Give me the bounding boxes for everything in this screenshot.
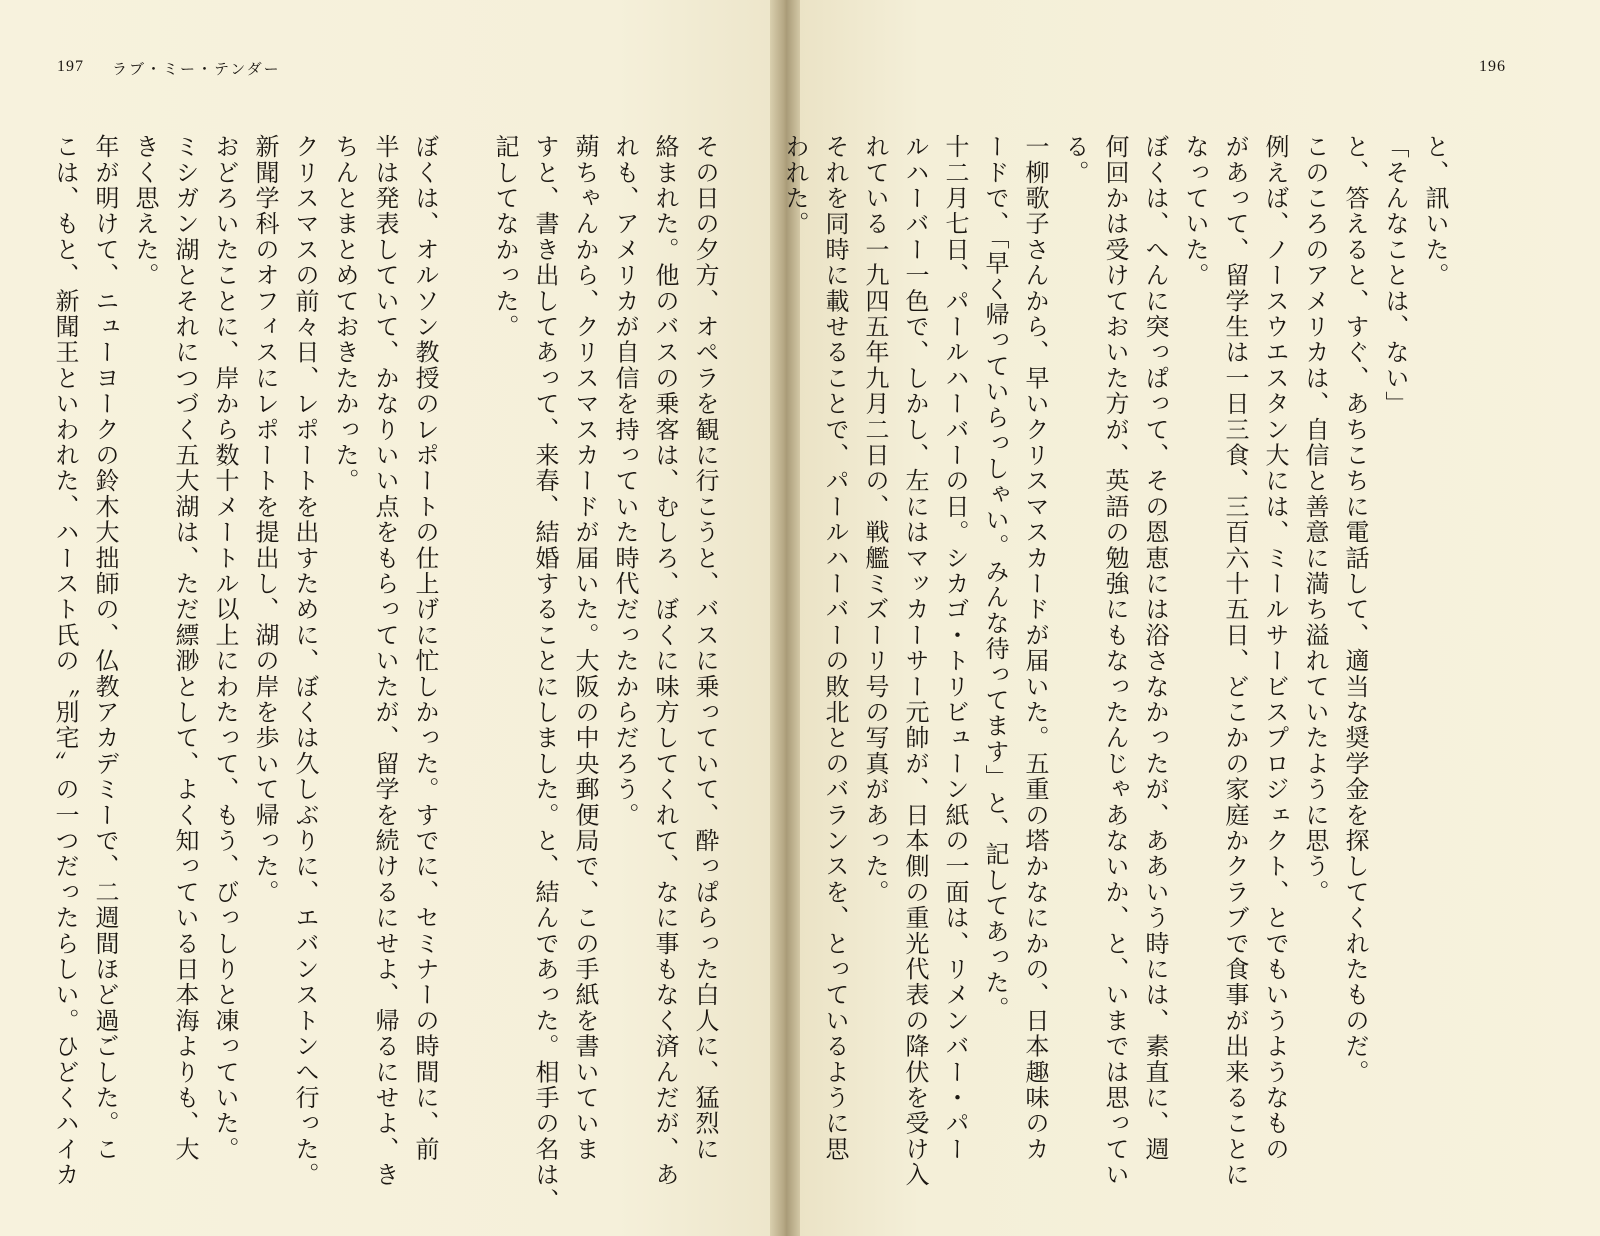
left-page [0,0,770,1236]
text-line: クリスマスの前々日、レポートを出すために、ぼくは久しぶりに、エバンストンへ行った。 [291,134,319,1188]
text-line: る。 [1061,134,1089,186]
text-line: 「そんなことは、ない」 [1381,134,1409,417]
right-page-number: 196 [1479,58,1506,75]
text-line: れている一九四五年九月二日の、戦艦ミズーリ号の写真があった。 [861,134,889,905]
text-line: 新聞学科のオフィスにレポートを提出し、湖の岸を歩いて帰った。 [251,134,279,905]
text-line: なっていた。 [1181,134,1209,289]
text-line: ミシガン湖とそれにつづく五大湖は、ただ縹渺として、よく知っている日本海よりも、大 [171,134,199,1162]
text-line: れも、アメリカが自信を持っていた時代だったからだろう。 [611,134,639,828]
text-line: 蒴ちゃんから、クリスマスカードが届いた。大阪の中央郵便局で、この手紙を書いていま [571,134,599,1162]
right-page-body [781,134,1455,1188]
text-line: と、答えると、すぐ、あちこちに電話して、適当な奨学金を探してくれたものだ。 [1341,134,1369,1085]
running-title: ラブ・ミー・テンダー [112,60,281,78]
text-line: 例えば、ノースウエスタン大には、ミールサービスプロジェクト、とでもいうようなもの [1261,134,1289,1162]
text-line: 十二月七日、パールハーバーの日。シカゴ・トリビューン紙の一面は、リメンバー・パー [941,134,969,1162]
text-line: と、訊いた。 [1421,134,1449,289]
text-line: きく思えた。 [131,134,159,289]
text-line: 年が明けて、ニューヨークの鈴木大拙師の、仏教アカデミーで、二週間ほど過ごした。こ [91,134,119,1162]
text-line: すと、書き出してあって、来春、結婚することにしました。と、結んであった。相手の名は、 [531,134,559,1214]
text-line: ードで、「早く帰っていらっしゃい。みんな待ってます」と、記してあった。 [981,134,1009,1022]
text-line: 何回かは受けておいた方が、英語の勉強にもなったんじゃあないか、と、いまでは思ってい [1101,134,1129,1188]
text-line: ちんとまとめておきたかった。 [331,134,359,494]
text-line: があって、留学生は一日三食、三百六十五日、どこかの家庭かクラブで食事が出来ることに [1221,134,1249,1188]
text-line: こは、もと、新聞王といわれた、ハースト氏の〝別宅〟の一つだったらしい。ひどくハイカ [51,134,79,1188]
text-line: 一柳歌子さんから、早いクリスマスカードが届いた。五重の塔かなにかの、日本趣味のカ [1021,134,1049,1162]
paragraph-gap [445,134,485,1164]
text-line: ルハーバー一色で、しかし、左にはマッカーサー元帥が、日本側の重光代表の降伏を受け入 [901,134,929,1188]
text-line: おどろいたことに、岸から数十メートル以上にわたって、もう、びっしりと凍っていた。 [211,134,239,1162]
text-line: われた。 [781,134,809,237]
left-page-number: 197 [57,58,84,75]
text-line: 半は発表していて、かなりいい点をもらっていたが、留学を続けるにせよ、帰るにせよ、き [371,134,399,1188]
text-line: 絡まれた。他のバスの乗客は、むしろ、ぼくに味方してくれて、なに事もなく済んだが、あ [651,134,679,1188]
text-line: 記してなかった。 [491,134,519,340]
text-line: その日の夕方、オペラを観に行こうと、バスに乗っていて、酔っぱらった白人に、猛烈に [691,134,719,1162]
left-page-body [25,134,725,1214]
text-line: それを同時に載せることで、パールハーバーの敗北とのバランスを、とっているように思 [821,134,849,1162]
text-line: ぼくは、オルソン教授のレポートの仕上げに忙しかった。すでに、セミナーの時間に、前 [411,134,439,1162]
text-line: このころのアメリカは、自信と善意に満ち溢れていたように思う。 [1301,134,1329,905]
text-line: ぼくは、へんに突っぱって、その恩恵には浴さなかったが、ああいう時には、素直に、週 [1141,134,1169,1162]
